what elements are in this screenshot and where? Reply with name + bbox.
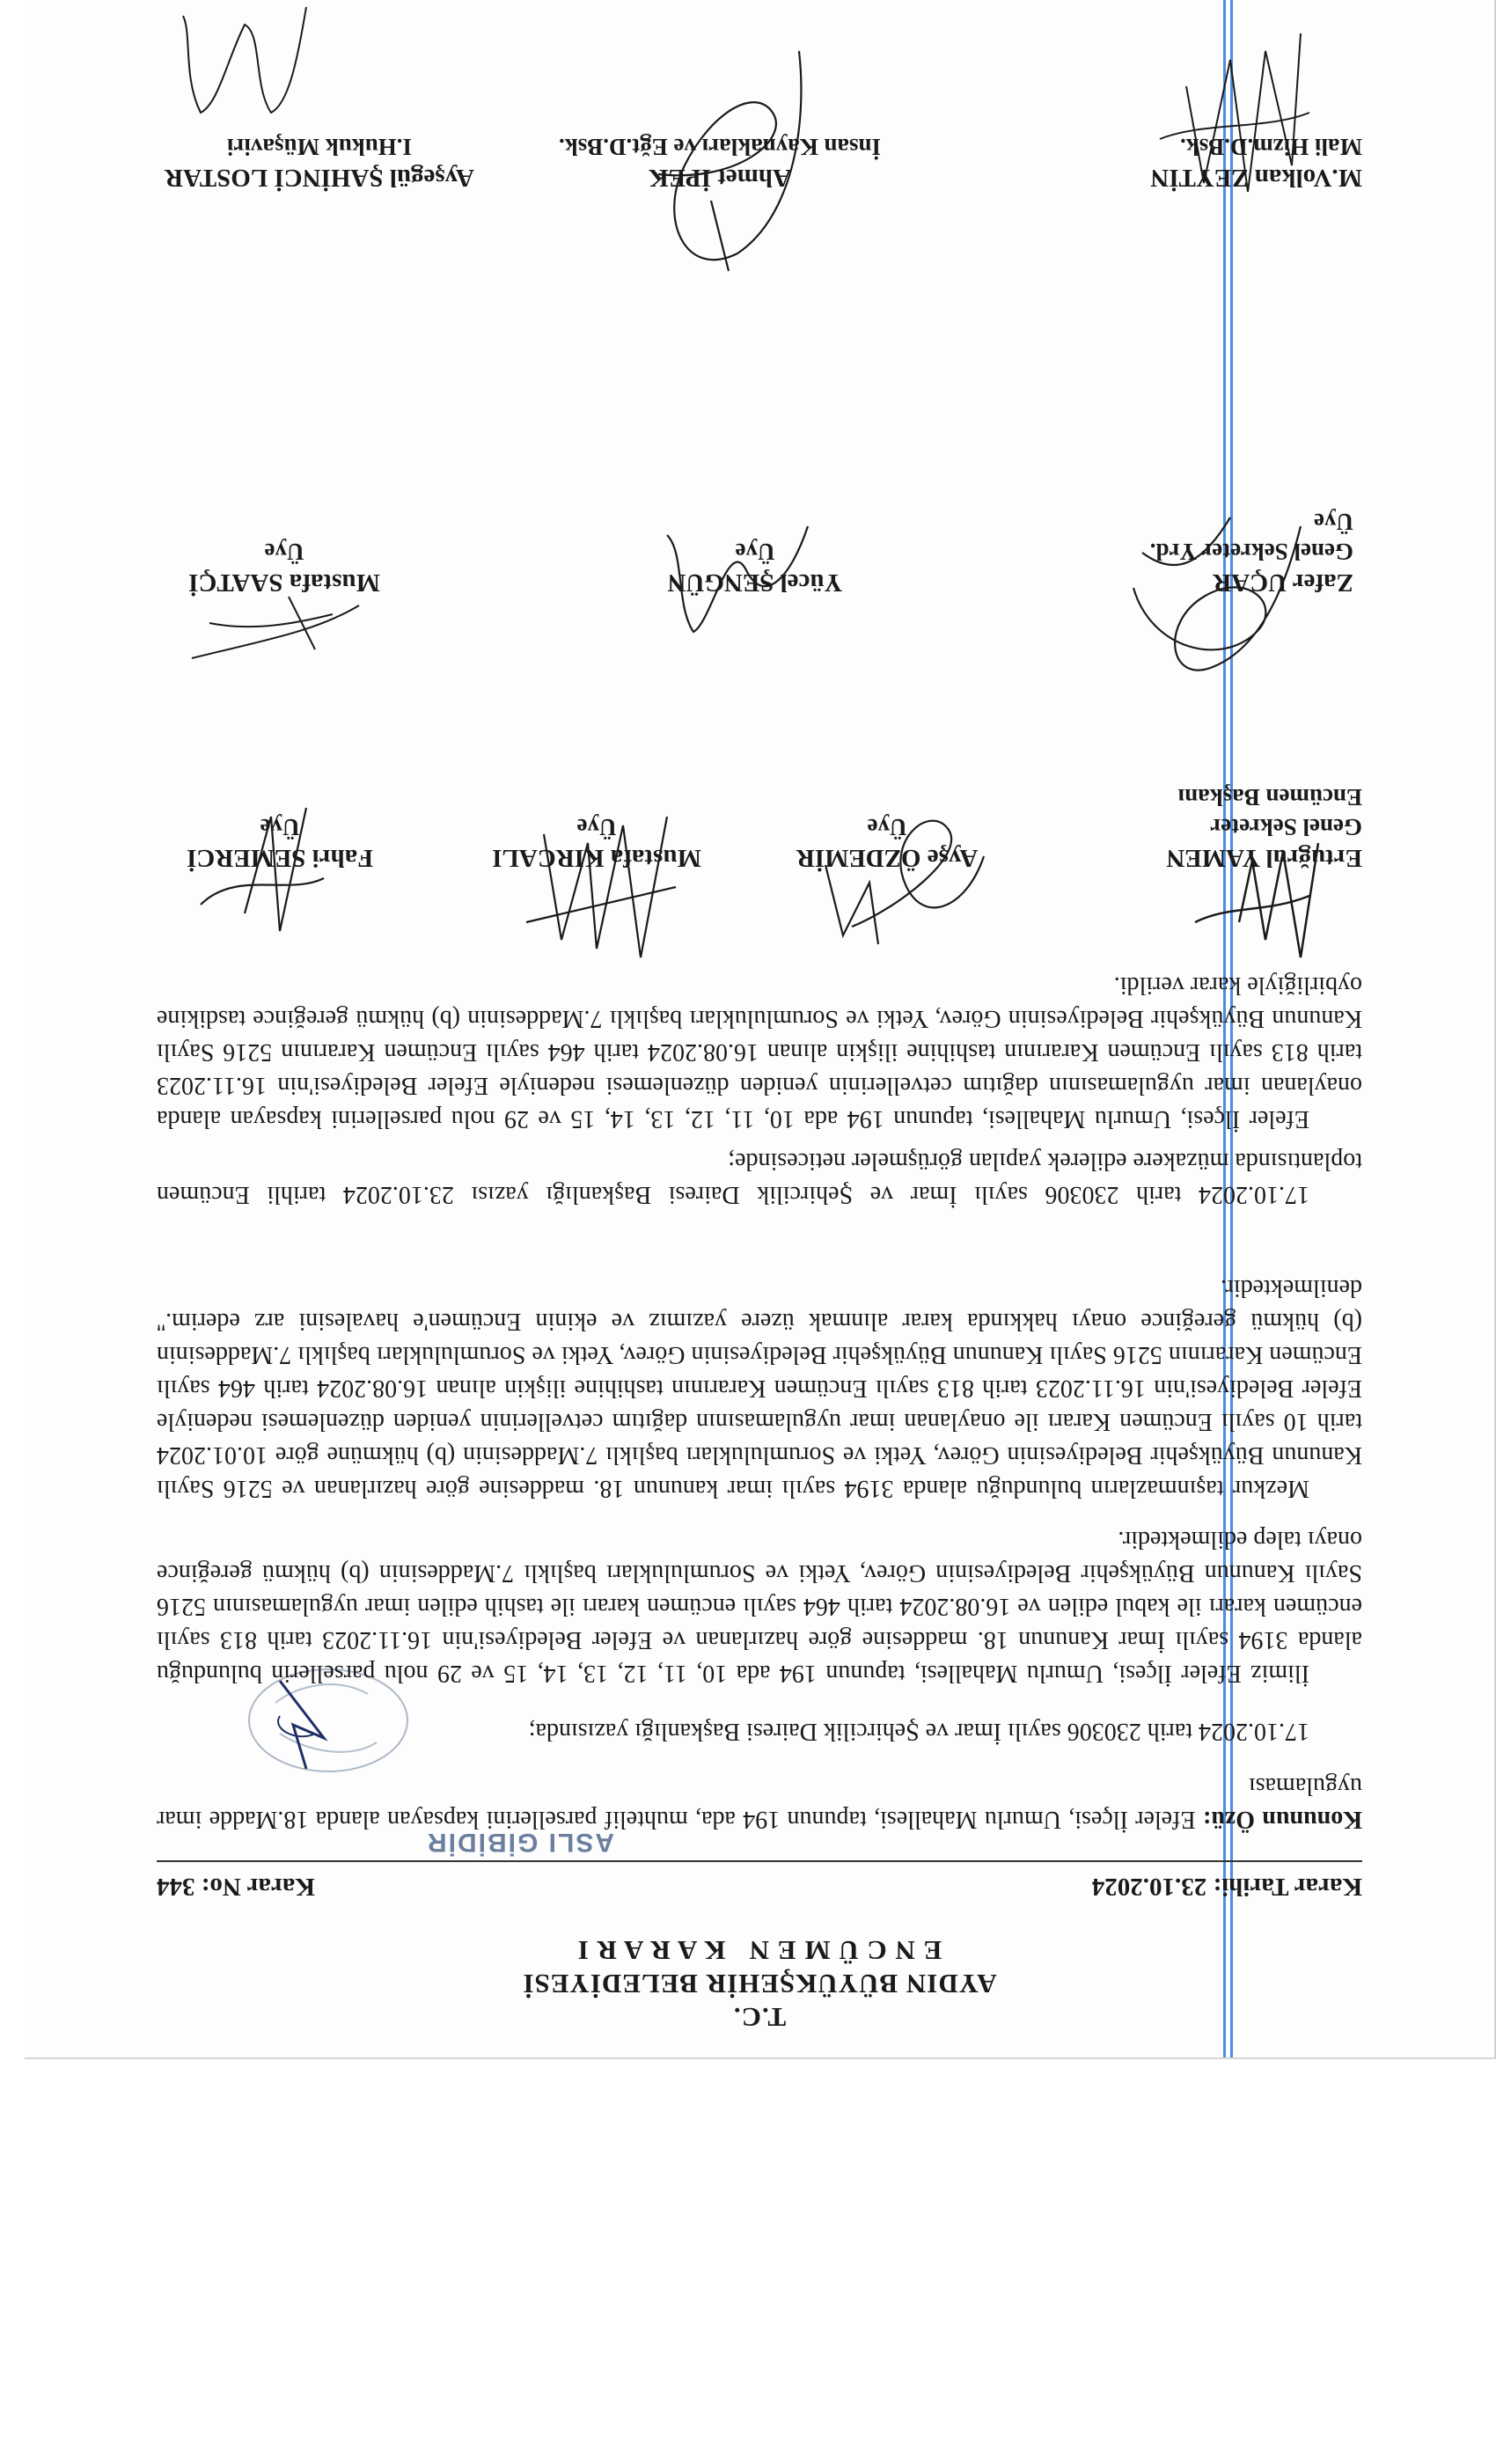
- signature-scribble: [1107, 500, 1336, 702]
- header-municipality: AYDIN BÜYÜKŞEHİR BELEDİYESİ: [522, 1969, 997, 1999]
- signature-scribble: [808, 786, 1001, 962]
- header-tc: T.C.: [732, 2002, 787, 2033]
- paragraph-2: İlimiz Efeler İlçesi, Umurlu Mahallesi, tapunun 194 ada 10, 11, 12, 13, 14, 15 ve 29 nolu parsellerin bulunduğu alanda 3194 sayılı İmar Kanunun 18. maddesine göre hazırlanan ve Efeler Belediyesi'nin 16.11.2023 tarih 813 sayılı encümen kararı ile kabul edilen ve 16.08.2024 tarih 464 sayılı encümen kararı ile tashih edilen imar uygulamasının 5216 Sayılı Kanunun Büyükşehir Belediyesinin Görev, Yetki ve Sorumlulukları başlıklı 7.Maddesinin (b) hükmü gereğince onayı talep edilmektedir.: [157, 1526, 1362, 1687]
- paragraph-3: Mezkur taşınmazların bulunduğu alanda 3194 sayılı imar kanunun 18. maddesine göre hazırlanan ve 5216 Sayılı Kanunun Büyükşehir Belediyesinin Görev, Yetki ve Sorumlulukları başlıklı 7.Maddesinin (b) hükmüne göre 10.01.2024 tarih 10 sayılı Encümen Kararı ile onaylanan imar uygulamasının dağıtım cetvellerinin yeniden düzenlemesi nedeniyle Efeler Belediyesi'nin 16.11.2023 tarih 813 sayılı Encümen Kararının tashihine ilişkin alınan 16.08.2024 tarih 464 sayılı Encümen Kararının 5216 Sayılı Kanunun Büyükşehir Belediyesinin Görev, Yetki ve Sorumlulukları başlıklı 7.Maddesinin (b) hükmü gereğince onayı hakkında karar alınmak üzere yazımız ve ekinin Encümen'e havalesini arz ederim.'' denilmektedir.: [157, 1274, 1362, 1502]
- subject-label: Konunun Özü:: [1202, 1806, 1362, 1833]
- signatory-role: I.Hukuk Müşaviri: [226, 134, 413, 160]
- signature-scribble: [517, 799, 693, 975]
- signatory-role: Üye: [264, 539, 304, 565]
- scanned-page: [25, 0, 1496, 2059]
- signature-scribble: [623, 42, 834, 289]
- signatory-role: Genel Sekreter: [1210, 814, 1362, 840]
- signatory-name: Mustafa KIRCALI: [492, 844, 701, 872]
- decision-number: Karar No: 344: [157, 1873, 315, 1901]
- header-rule: [157, 1860, 1362, 1862]
- signatory-role: Üye: [867, 814, 907, 840]
- signatory-name: M.Volkan ZEYTİN: [1150, 164, 1362, 192]
- signatory-name: Yücel ŞENGÜN: [667, 568, 843, 597]
- signatory-name: Ertuğrul YAMEN: [1166, 844, 1362, 872]
- signatory-name: Fahri SEMERCİ: [187, 844, 373, 872]
- paragraph-4: 17.10.2024 tarih 230306 sayılı İmar ve Şehircilik Dairesi Başkanlığı yazısı 23.10.2024 tarihli Encümen toplantısında müzakere edilerek yapılan görüşmeler neticesinde;: [157, 1148, 1362, 1208]
- paragraph-5: Efeler İlçesi, Umurlu Mahallesi, tapunun 194 ada 10, 11, 12, 13, 14, 15 ve 29 nolu parsellerini kapsayan alanda onaylanan imar uygulamasının dağıtım cetvellerinin yeniden düzenlemesi nedeniyle Efeler Belediyesi'nin 16.11.2023 tarih 813 sayılı Encümen Kararının tashihine ilişkin alınan 16.08.2024 tarih 464 sayılı Encümen Kararının 5216 Sayılı Kanunun Büyükşehir Belediyesinin Görev, Yetki ve Sorumlulukları başlıklı 7.Maddesinin (b) hükmü gereğince tasdikine oybirliğiyle karar verildi.: [157, 972, 1362, 1133]
- signature-scribble: [1186, 834, 1336, 975]
- signatory-lostar: [157, 132, 482, 194]
- signatory-name: Mustafa SAATÇİ: [188, 568, 380, 597]
- document-content-rotated: [25, 0, 1494, 2057]
- signature-scribble: [649, 509, 825, 658]
- signatory-role: Üye: [1314, 509, 1353, 535]
- signature-scribble: [183, 579, 368, 685]
- signature-scribble: [174, 0, 324, 139]
- subject-text: Efeler İlçesi, Umurlu Mahallesi, tapunun 194 ada, muhtelif parsellerini kapsayan alanda 18.Madde imar uygulaması: [157, 1772, 1362, 1833]
- signatory-role: Encümen Başkanı: [1177, 784, 1362, 810]
- signatory-name: Ayşegül ŞAHİNCİ LOSTAR: [165, 164, 474, 192]
- original-copy-stamp: ASLI GİBİDİR: [425, 1828, 614, 1857]
- signatory-name: Zafer UÇAR: [1213, 568, 1353, 597]
- signatory-name: Ayşe ÖZDEMİR: [796, 844, 979, 872]
- decision-date: Karar Tarihi: 23.10.2024: [1091, 1873, 1362, 1901]
- signatory-role: İnsan Kaynakları ve Eğt.D.Bsk.: [558, 134, 882, 160]
- header-decision-title: E N C Ü M E N K A R A R I: [576, 1935, 942, 1966]
- signature-scribble: [192, 799, 341, 949]
- paragraph-1: 17.10.2024 tarih 230306 sayılı İmar ve Şehircilik Dairesi Başkanlığı yazısında;: [528, 1718, 1309, 1745]
- signatory-role: Üye: [576, 814, 617, 840]
- signatory-role: Üye: [260, 814, 300, 840]
- signature-scribble: [1151, 25, 1327, 218]
- subject: [157, 1769, 1362, 1836]
- signatory-role: Genel Sekreter Yrd.: [1149, 539, 1353, 565]
- signatory-name: Ahmet İPEK: [649, 164, 791, 192]
- signatory-role: Üye: [735, 539, 775, 565]
- signatory-role: Mali Hizm.D.Bsk.: [1180, 134, 1362, 160]
